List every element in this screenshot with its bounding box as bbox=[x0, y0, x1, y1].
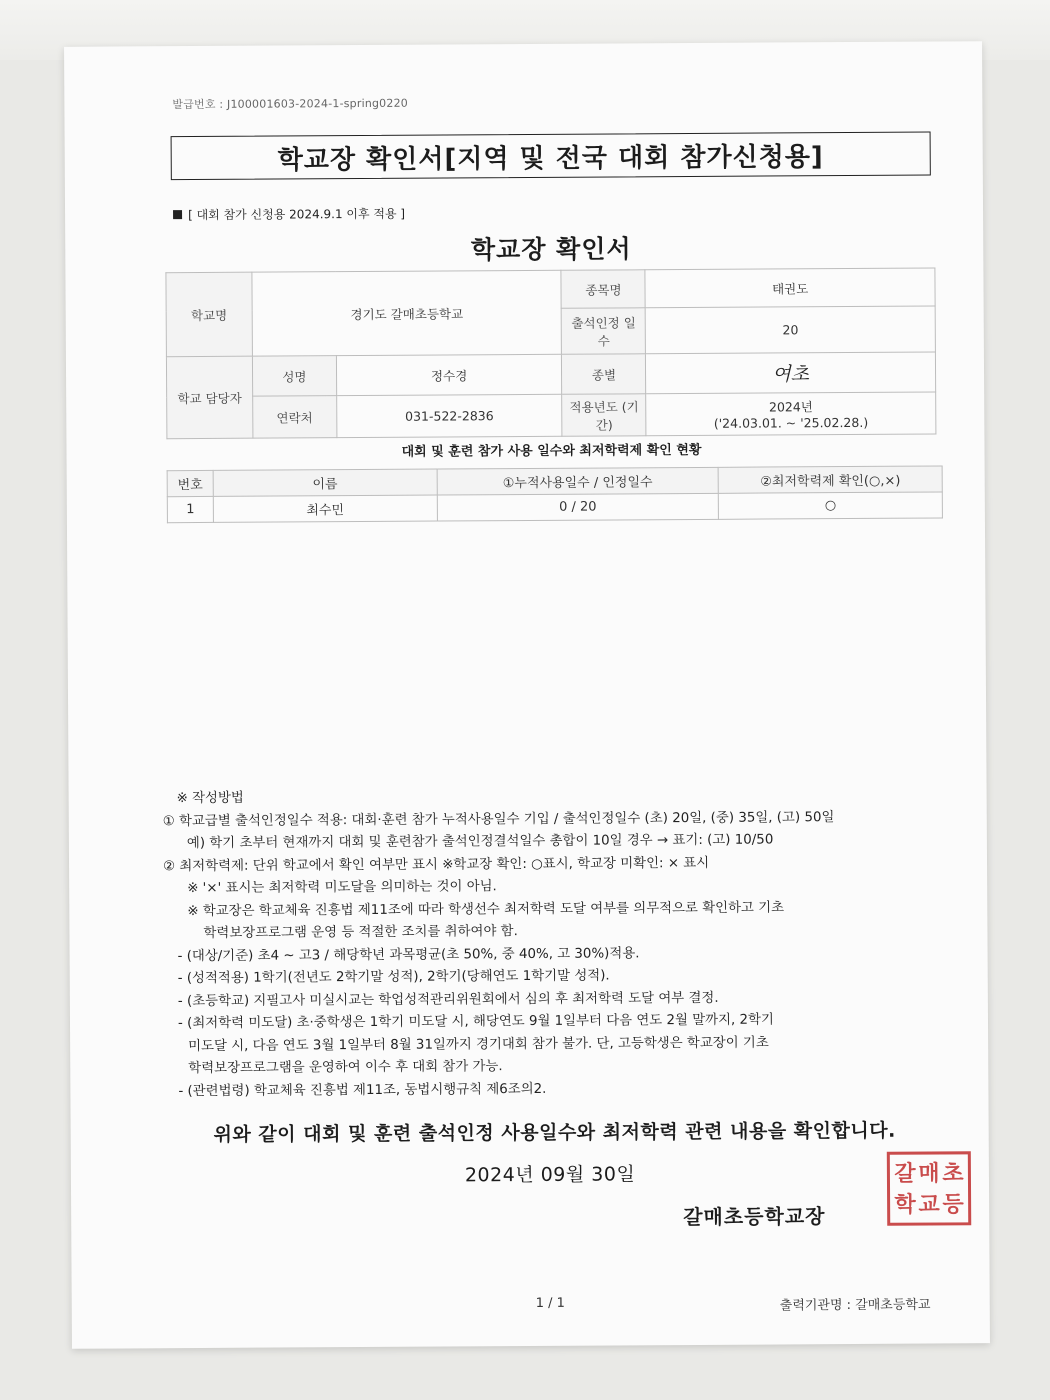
instruction-line: ① 학교급별 출석인정일수 적용: 대회·훈련 참가 누적사용일수 기입 / 출석인정일수 (초) 20일, (중) 35일, (고) 50일 bbox=[162, 809, 835, 829]
instruction-line: 학력보장프로그램 운영 등 적절한 조치를 취하여야 함. bbox=[203, 924, 518, 941]
issue-number: 발급번호 : J100001603-2024-1-spring0220 bbox=[172, 96, 409, 112]
instruction-line: - (대상/기준) 초4 ~ 고3 / 해당학년 과목평균(초 50%, 중 40%, 고 30%)적용. bbox=[177, 945, 640, 964]
period-value: ('24.03.01. ~ '25.02.28.) bbox=[713, 414, 869, 431]
seal-char: 등 bbox=[942, 1190, 964, 1217]
contact-value: 031-522-2836 bbox=[336, 394, 562, 437]
info-table bbox=[165, 267, 936, 439]
contact-label: 연락처 bbox=[253, 396, 337, 439]
instruction-line: ② 최저학력제: 단위 학교에서 확인 여부만 표시 ※학교장 확인: ○표시, 학교장 미확인: × 표시 bbox=[162, 855, 710, 874]
document-paper bbox=[64, 41, 990, 1349]
officer-label: 학교 담당자 bbox=[166, 356, 252, 439]
seal-char: 교 bbox=[918, 1190, 940, 1218]
sport-value: 태권도 bbox=[645, 268, 935, 308]
instructions bbox=[163, 783, 965, 1103]
school-seal-stamp bbox=[887, 1151, 971, 1226]
seal-label: 종별 bbox=[562, 354, 646, 395]
instruction-line: 미도달 시, 다음 연도 3월 1일부터 8월 31일까지 경기대회 참가 불가. 단, 고등학생은 학교장이 기초 bbox=[188, 1035, 769, 1054]
sport-label: 종목명 bbox=[561, 270, 645, 309]
school-label: 학교명 bbox=[166, 272, 252, 357]
table-row bbox=[167, 492, 942, 523]
square-bullet-icon bbox=[173, 210, 182, 219]
col-number: 번호 bbox=[167, 470, 213, 496]
col-days: ①누적사용일수 / 인정일수 bbox=[437, 467, 719, 495]
confirmation-text: 위와 같이 대회 및 훈련 출석인정 사용일수와 최저학력 관련 내용을 확인합니다. bbox=[213, 1119, 896, 1146]
seal-char: 갈 bbox=[894, 1160, 916, 1187]
attendance-value: 20 bbox=[645, 306, 935, 354]
print-organization: 출력기관명 : 갈매초등학교 bbox=[779, 1297, 931, 1314]
instruction-line: - (관련법령) 학교체육 진흥법 제11조, 동법시행규칙 제6조의2. bbox=[178, 1081, 547, 1099]
notice bbox=[173, 205, 405, 223]
name-value: 정수경 bbox=[336, 354, 562, 395]
col-name: 이름 bbox=[213, 469, 437, 496]
seal-char: 매 bbox=[918, 1159, 940, 1187]
usage-heading: 대회 및 훈련 참가 사용 일수와 최저학력제 확인 현황 bbox=[401, 442, 702, 460]
row-days: 0 / 20 bbox=[437, 493, 719, 521]
instruction-line: 예) 학기 초부터 현재까지 대회 및 훈련참가 출석인정결석일수 총합이 10일 경우 → 표기: (고) 10/50 bbox=[186, 832, 774, 852]
instructions-title: ※ 작성방법 bbox=[176, 790, 244, 807]
signature-text: 여초 bbox=[772, 363, 810, 386]
page-number: 1 / 1 bbox=[535, 1295, 565, 1311]
row-number: 1 bbox=[167, 496, 213, 522]
instruction-line: - (초등학교) 지필고사 미실시교는 학업성적관리위원회에서 심의 후 최저학력 도달 여부 결정. bbox=[177, 990, 719, 1009]
school-value: 경기도 갈매초등학교 bbox=[252, 270, 562, 356]
attendance-label: 출석인정 일수 bbox=[562, 308, 646, 355]
instruction-line: - (최저학력 미도달) 초·중학생은 1학기 미도달 시, 해당연도 9월 1일부터 다음 연도 2월 말까지, 2학기 bbox=[177, 1012, 774, 1032]
instruction-line: ※ 학교장은 학교체육 진흥법 제11조에 따라 학생선수 최저학력 도달 여부를 의무적으로 확인하고 기초 bbox=[187, 899, 785, 919]
instruction-line: 학력보장프로그램을 운영하여 이수 후 대회 참가 가능. bbox=[188, 1059, 503, 1077]
row-name: 최수민 bbox=[213, 495, 437, 522]
document-title: 학교장 확인서[지역 및 전국 대회 참가신청용] bbox=[171, 132, 931, 181]
signature bbox=[646, 352, 936, 394]
instruction-line: ※ '×' 표시는 최저학력 미도달을 의미하는 것이 아님. bbox=[187, 879, 497, 897]
issue-date: 2024년 09월 30일 bbox=[464, 1163, 636, 1187]
year-label: 적용년도 (기간) bbox=[562, 394, 646, 437]
instruction-line: - (성적적용) 1학기(전년도 2학기말 성적), 2학기(당해연도 1학기말 성적). bbox=[177, 968, 610, 987]
notice-text: [ 대회 참가 신청용 2024.9.1 이후 적용 ] bbox=[188, 206, 406, 223]
page-heading: 학교장 확인서 bbox=[470, 234, 632, 265]
col-academic: ②최저학력제 확인(○,×) bbox=[718, 466, 942, 493]
name-label: 성명 bbox=[252, 356, 336, 397]
row-academic: ○ bbox=[719, 492, 943, 519]
usage-table bbox=[167, 465, 943, 523]
year-cell bbox=[646, 392, 936, 436]
principal-name: 갈매초등학교장 bbox=[683, 1204, 826, 1230]
seal-char: 학 bbox=[894, 1191, 916, 1218]
seal-char: 초 bbox=[942, 1159, 964, 1186]
year-value: 2024년 bbox=[768, 399, 813, 415]
